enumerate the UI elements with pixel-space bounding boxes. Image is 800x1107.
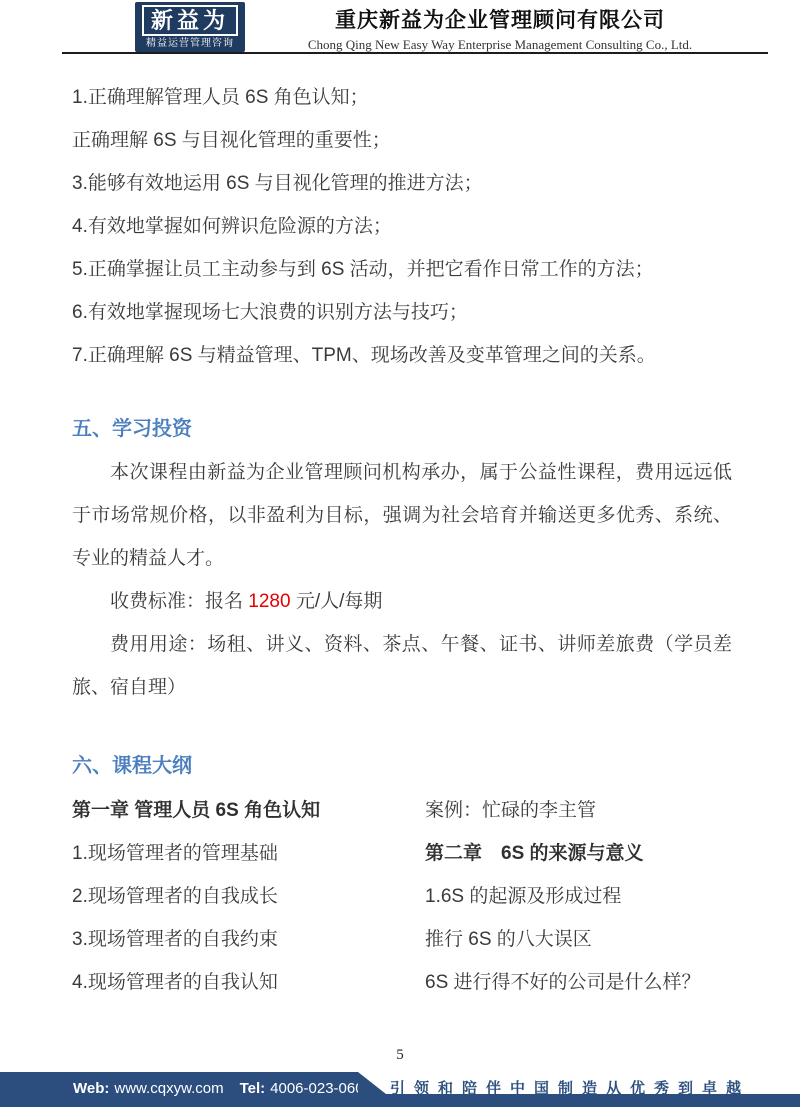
fee-amount: 1280	[248, 591, 291, 612]
objective-item: 1.正确理解管理人员 6S 角色认知；	[72, 87, 369, 108]
outline-row	[72, 918, 732, 961]
footer-bar	[0, 1072, 800, 1107]
outline-item: 4.现场管理者的自我认知	[72, 972, 278, 993]
outline-row	[72, 875, 732, 918]
objective-item: 4.有效地掌握如何辨识危险源的方法；	[72, 216, 392, 237]
page-number: 5	[396, 1047, 404, 1063]
section-title-investment: 五、学习投资	[72, 418, 192, 440]
objective-item: 7.正确理解 6S 与精益管理、TPM、现场改善及变革管理之间的关系。	[72, 345, 656, 366]
outline-case: 案例：忙碌的李主管	[425, 800, 597, 821]
objective-item: 3.能够有效地运用 6S 与目视化管理的推进方法；	[72, 173, 483, 194]
fee-suffix: 元/人/每期	[290, 591, 383, 612]
section-title-outline: 六、课程大纲	[72, 755, 192, 777]
logo-title: 新益为	[142, 5, 238, 36]
objective-item: 6.有效地掌握现场七大浪费的识别方法与技巧；	[72, 302, 468, 323]
company-name-cn: 重庆新益为企业管理顾问有限公司	[335, 9, 665, 32]
outline-row	[72, 789, 732, 832]
header-divider	[62, 52, 768, 54]
footer-slogan: 引领和陪伴中国制造从优秀到卓越	[390, 1080, 751, 1097]
page-content	[72, 76, 732, 1004]
objective-item: 正确理解 6S 与目视化管理的重要性；	[72, 130, 391, 151]
header-company-block	[230, 8, 770, 53]
company-logo	[135, 2, 245, 52]
footer-diagonal-edge	[358, 1072, 386, 1094]
web-address: www.cqxyw.com	[114, 1080, 224, 1097]
tel-label: Tel:	[239, 1080, 266, 1097]
tel-number: 4006-023-060	[270, 1080, 364, 1097]
outline-item: 2.现场管理者的自我成长	[72, 886, 278, 907]
outline-row	[72, 832, 732, 875]
course-outline	[72, 789, 732, 1004]
footer-contact	[0, 1072, 364, 1107]
objective-item: 5.正确掌握让员工主动参与到 6S 活动，并把它看作日常工作的方法；	[72, 259, 654, 280]
outline-row	[72, 961, 732, 1004]
logo-subtitle: 精益运营管理咨询	[146, 38, 234, 49]
investment-paragraph: 本次课程由新益为企业管理顾问机构承办，属于公益性课程，费用远远低于市场常规价格，以非盈利为目标，强调为社会培育并输送更多优秀、系统、专业的精益人才。	[72, 462, 732, 569]
outline-item: 1.现场管理者的管理基础	[72, 843, 278, 864]
company-name-en: Chong Qing New Easy Way Enterprise Management Consulting Co., Ltd.	[307, 37, 693, 52]
fee-usage-line: 费用用途：场租、讲义、资料、茶点、午餐、证书、讲师差旅费（学员差旅、宿自理）	[72, 634, 732, 698]
outline-chapter-1: 第一章 管理人员 6S 角色认知	[72, 800, 321, 821]
outline-item: 1.6S 的起源及形成过程	[425, 886, 622, 907]
fee-prefix: 收费标准：报名	[110, 591, 249, 612]
outline-item: 6S 进行得不好的公司是什么样？	[425, 972, 701, 993]
fee-line	[72, 580, 732, 623]
outline-chapter-2: 第二章 6S 的来源与意义	[425, 843, 644, 864]
outline-item: 推行 6S 的八大误区	[425, 929, 592, 950]
web-label: Web:	[73, 1080, 110, 1097]
outline-item: 3.现场管理者的自我约束	[72, 929, 278, 950]
